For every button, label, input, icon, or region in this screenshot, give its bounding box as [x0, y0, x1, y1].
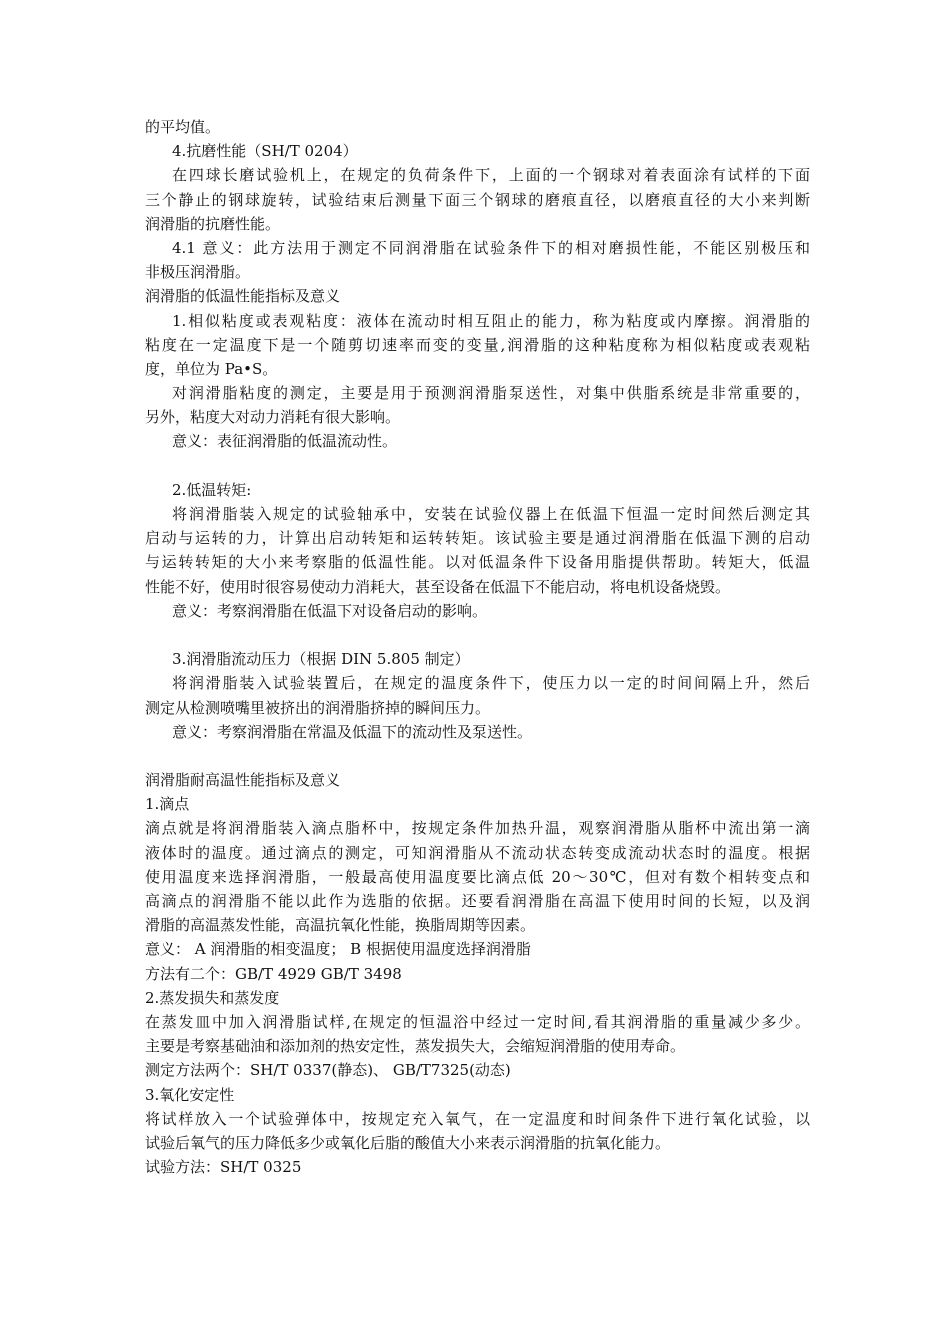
text-line: 润滑脂的抗磨性能。 — [145, 214, 281, 233]
text-line: 2.蒸发损失和蒸发度 — [145, 988, 280, 1007]
text-line: 使用温度来选择润滑脂，一般最高使用温度要比滴点低 20～30℃，但对有数个相转变点和 — [145, 867, 810, 886]
text-line: 润滑脂耐高温性能指标及意义 — [145, 771, 341, 790]
text-line: 对润滑脂粘度的测定，主要是用于预测润滑脂泵送性，对集中供脂系统是非常重要的， — [172, 384, 810, 403]
text-line: 液体时的温度。通过滴点的测定，可知润滑脂从不流动状态转变成流动状态时的温度。根据 — [145, 843, 810, 862]
text-line: 意义： A 润滑脂的相变温度； B 根据使用温度选择润滑脂 — [145, 940, 531, 959]
text-line: 意义：表征润滑脂的低温流动性。 — [172, 432, 398, 451]
text-line: 测定从检测喷嘴里被挤出的润滑脂挤掉的瞬间压力。 — [145, 698, 491, 717]
text-line: 在四球长磨试验机上，在规定的负荷条件下，上面的一个钢球对着表面涂有试样的下面 — [172, 166, 810, 185]
text-line: 在蒸发皿中加入润滑脂试样,在规定的恒温浴中经过一定时间,看其润滑脂的重量减少多少。 — [145, 1012, 810, 1031]
text-line: 1.滴点 — [145, 795, 190, 814]
text-line: 测定方法两个：SH/T 0337(静态)、 GB/T7325(动态) — [145, 1061, 511, 1080]
text-line: 3.氧化安定性 — [145, 1085, 235, 1104]
text-line: 方法有二个：GB/T 4929 GB/T 3498 — [145, 964, 402, 983]
text-line: 度，单位为 Pa•S。 — [145, 359, 278, 378]
text-line: 润滑脂的低温性能指标及意义 — [145, 287, 341, 306]
text-line: 非极压润滑脂。 — [145, 263, 251, 282]
text-line: 将润滑脂装入试验装置后，在规定的温度条件下，使压力以一定的时间间隔上升，然后 — [172, 674, 810, 693]
text-line: 粘度在一定温度下是一个随剪切速率而变的变量,润滑脂的这种粘度称为相似粘度或表观粘 — [145, 335, 810, 354]
text-line: 1.相似粘度或表观粘度：液体在流动时相互阻止的能力，称为粘度或内摩擦。润滑脂的 — [172, 311, 810, 330]
text-line: 意义：考察润滑脂在常温及低温下的流动性及泵送性。 — [172, 722, 533, 741]
text-line: 试验后氧气的压力降低多少或氧化后脂的酸值大小来表示润滑脂的抗氧化能力。 — [145, 1133, 671, 1152]
text-line: 将润滑脂装入规定的试验轴承中，安装在试验仪器上在低温下恒温一定时间然后测定其 — [172, 505, 810, 523]
text-line: 滑脂的高温蒸发性能，高温抗氧化性能，换脂周期等因素。 — [145, 916, 536, 935]
blank-line — [145, 744, 810, 768]
text-line: 三个静止的钢球旋转，试验结束后测量下面三个钢球的磨痕直径，以磨痕直径的大小来判断 — [145, 190, 810, 209]
text-line: 意义：考察润滑脂在低温下对设备启动的影响。 — [172, 601, 488, 620]
text-line: 另外，粘度大对动力消耗有很大影响。 — [145, 408, 401, 427]
text-line: 与运转转矩的大小来考察脂的低温性能。以对低温条件下设备用脂提供帮助。转矩大，低温 — [145, 553, 810, 572]
text-line: 2.低温转矩: — [172, 480, 252, 499]
text-line: 性能不好，使用时很容易使动力消耗大，甚至设备在低温下不能启动，将电机设备烧毁。 — [145, 577, 731, 596]
text-line: 主要是考察基础油和添加剂的热安定性，蒸发损失大，会缩短润滑脂的使用寿命。 — [145, 1037, 686, 1056]
text-line: 的平均值。 — [145, 118, 221, 136]
text-line: 启动与运转的力，计算出启动转矩和运转转矩。该试验主要是通过润滑脂在低温下测的启动 — [145, 529, 810, 548]
text-line: 试验方法：SH/T 0325 — [145, 1158, 302, 1177]
text-line: 3.润滑脂流动压力（根据 DIN 5.805 制定） — [172, 650, 470, 669]
text-line: 4.抗磨性能（SH/T 0204） — [172, 142, 358, 161]
text-line: 高滴点的润滑脂不能以此作为选脂的依据。还要看润滑脂在高温下使用时间的长短，以及润 — [145, 892, 810, 910]
blank-line — [145, 454, 810, 478]
blank-line — [145, 623, 810, 647]
text-line: 将试样放入一个试验弹体中，按规定充入氧气，在一定温度和时间条件下进行氧化试验，以 — [145, 1109, 810, 1128]
text-line: 滴点就是将润滑脂装入滴点脂杯中，按规定条件加热升温，观察润滑脂从脂杯中流出第一滴 — [145, 819, 810, 838]
text-line: 4.1 意义：此方法用于测定不同润滑脂在试验条件下的相对磨损性能，不能区别极压和 — [172, 238, 810, 257]
document-body — [145, 115, 810, 1179]
